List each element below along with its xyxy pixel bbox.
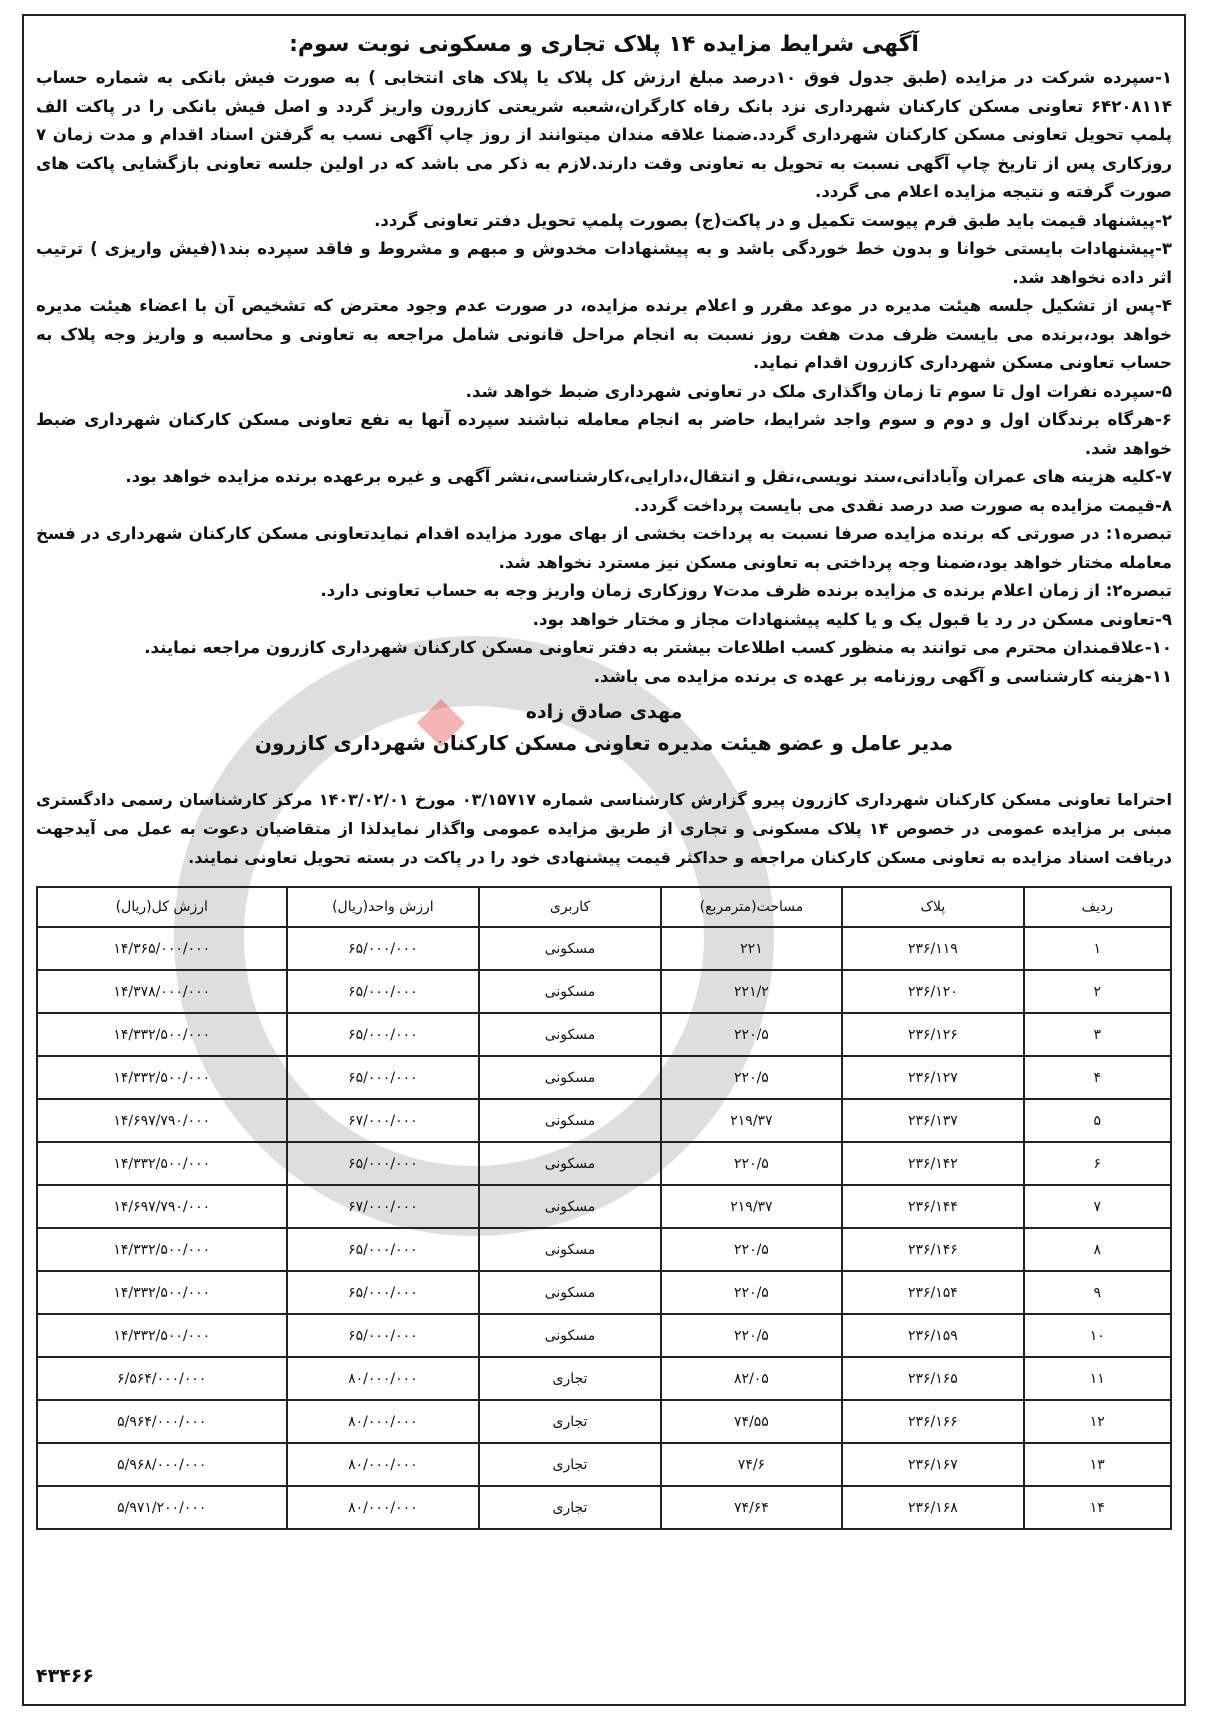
cell-row-number: ۷	[1024, 1185, 1171, 1228]
properties-table	[36, 886, 1172, 1530]
cell-plot: ۲۳۶/۱۶۵	[842, 1357, 1023, 1400]
table-row	[37, 1271, 1171, 1314]
condition-item: ۵-سپرده نفرات اول تا سوم تا زمان واگذاری ملک در تعاونی شهرداری ضبط خواهد شد.	[465, 381, 1172, 401]
cell-usage: مسکونی	[479, 1185, 660, 1228]
cell-row-number: ۲	[1024, 970, 1171, 1013]
cell-total-value: ۱۴/۳۳۲/۵۰۰/۰۰۰	[37, 1314, 287, 1357]
condition-item: ۹-تعاونی مسکن در رد یا قبول یک و یا کلیه پیشنهادات مجاز و مختار خواهد بود.	[532, 609, 1172, 629]
table-row	[37, 1357, 1171, 1400]
cell-unit-value: ۸۰/۰۰۰/۰۰۰	[287, 1357, 480, 1400]
intro-paragraph: احتراما تعاونی مسکن کارکنان شهرداری کازرون پیرو گزارش کارشناسی شماره ۰۳/۱۵۷۱۷ مورخ ۱۴۰۳/۰۲/۰۱ مرکز کارشناسان رسمی دادگستری مبنی بر مزایده عمومی در خصوص ۱۴ پلاک مسکونی و تجاری از طریق مزایده عمومی واگذار نمایدلذا از متقاضیان دعوت به عمل می آیدجهت دریافت اسناد مزایده به تعاونی مسکن کارکنان مراجعه و حداکثر قیمت پیشنهادی خود را در پاکت در بسته تحویل تعاونی نمایند.	[36, 790, 1173, 867]
cell-plot: ۲۳۶/۱۶۷	[842, 1443, 1023, 1486]
cell-area: ۷۴/۶۴	[661, 1486, 842, 1529]
cell-unit-value: ۸۰/۰۰۰/۰۰۰	[287, 1486, 480, 1529]
condition-item: ۳-پیشنهادات بایستی خوانا و بدون خط خوردگی باشد و به پیشنهادات مخدوش و مبهم و مشروط و فاقد سپرده بند۱(فیش واریزی ) ترتیب اثر داده نخواهد شد.	[36, 239, 1172, 287]
cell-usage: مسکونی	[479, 1142, 660, 1185]
cell-usage: مسکونی	[479, 970, 660, 1013]
cell-unit-value: ۶۵/۰۰۰/۰۰۰	[287, 1271, 480, 1314]
signatory-role: مدیر عامل و عضو هیئت مدیره تعاونی مسکن کارکنان شهرداری کازرون	[254, 731, 954, 755]
cell-unit-value: ۸۰/۰۰۰/۰۰۰	[287, 1400, 480, 1443]
cell-usage: تجاری	[479, 1357, 660, 1400]
cell-total-value: ۵/۹۶۴/۰۰۰/۰۰۰	[37, 1400, 287, 1443]
cell-total-value: ۱۴/۳۳۲/۵۰۰/۰۰۰	[37, 1056, 287, 1099]
cell-row-number: ۶	[1024, 1142, 1171, 1185]
cell-usage: مسکونی	[479, 1013, 660, 1056]
cell-usage: مسکونی	[479, 1271, 660, 1314]
cell-total-value: ۱۴/۳۷۸/۰۰۰/۰۰۰	[37, 970, 287, 1013]
cell-unit-value: ۶۵/۰۰۰/۰۰۰	[287, 927, 480, 970]
cell-total-value: ۱۴/۳۳۲/۵۰۰/۰۰۰	[37, 1228, 287, 1271]
cell-plot: ۲۳۶/۱۲۰	[842, 970, 1023, 1013]
cell-area: ۲۲۱/۲	[661, 970, 842, 1013]
cell-usage: مسکونی	[479, 1314, 660, 1357]
cell-area: ۲۲۰/۵	[661, 1314, 842, 1357]
cell-total-value: ۱۴/۳۳۲/۵۰۰/۰۰۰	[37, 1013, 287, 1056]
cell-usage: مسکونی	[479, 1228, 660, 1271]
cell-area: ۲۲۰/۵	[661, 1056, 842, 1099]
table-row	[37, 970, 1171, 1013]
cell-plot: ۲۳۶/۱۶۸	[842, 1486, 1023, 1529]
cell-area: ۲۱۹/۳۷	[661, 1099, 842, 1142]
cell-total-value: ۵/۹۷۱/۲۰۰/۰۰۰	[37, 1486, 287, 1529]
cell-total-value: ۱۴/۶۹۷/۷۹۰/۰۰۰	[37, 1099, 287, 1142]
table-row	[37, 1142, 1171, 1185]
signature-block	[36, 697, 1172, 759]
table-row	[37, 1314, 1171, 1357]
cell-row-number: ۱۴	[1024, 1486, 1171, 1529]
col-row-number: ردیف	[1024, 887, 1171, 927]
cell-unit-value: ۶۵/۰۰۰/۰۰۰	[287, 1013, 480, 1056]
table-row	[37, 1443, 1171, 1486]
cell-plot: ۲۳۶/۱۶۶	[842, 1400, 1023, 1443]
cell-unit-value: ۶۷/۰۰۰/۰۰۰	[287, 1099, 480, 1142]
cell-plot: ۲۳۶/۱۳۷	[842, 1099, 1023, 1142]
cell-unit-value: ۶۵/۰۰۰/۰۰۰	[287, 1228, 480, 1271]
col-area: مساحت(مترمربع)	[661, 887, 842, 927]
col-total-value: ارزش کل(ریال)	[37, 887, 287, 927]
cell-unit-value: ۶۵/۰۰۰/۰۰۰	[287, 970, 480, 1013]
conditions-list	[36, 64, 1172, 691]
col-unit-value: ارزش واحد(ریال)	[287, 887, 480, 927]
condition-item: ۱۱-هزینه کارشناسی و آگهی روزنامه بر عهده ی برنده مزایده می باشد.	[593, 666, 1172, 686]
ad-number: ۴۳۴۶۶	[36, 1665, 94, 1687]
condition-item: ۶-هرگاه برندگان اول و دوم و سوم واجد شرایط، حاضر به انجام معامله نباشند سپرده آنها به نفع تعاونی مسکن کارکنان شهرداری ضبط خواهد شد.	[36, 410, 1172, 458]
table-row	[37, 1056, 1171, 1099]
cell-usage: تجاری	[479, 1486, 660, 1529]
cell-row-number: ۳	[1024, 1013, 1171, 1056]
cell-area: ۲۲۰/۵	[661, 1142, 842, 1185]
cell-unit-value: ۶۵/۰۰۰/۰۰۰	[287, 1314, 480, 1357]
table-header-row	[37, 887, 1171, 927]
cell-plot: ۲۳۶/۱۲۷	[842, 1056, 1023, 1099]
cell-usage: مسکونی	[479, 1099, 660, 1142]
table-row	[37, 1400, 1171, 1443]
cell-plot: ۲۳۶/۱۱۹	[842, 927, 1023, 970]
cell-total-value: ۱۴/۳۳۲/۵۰۰/۰۰۰	[37, 1142, 287, 1185]
cell-area: ۸۲/۰۵	[661, 1357, 842, 1400]
cell-row-number: ۹	[1024, 1271, 1171, 1314]
cell-usage: مسکونی	[479, 1056, 660, 1099]
cell-area: ۲۲۰/۵	[661, 1013, 842, 1056]
cell-row-number: ۱۲	[1024, 1400, 1171, 1443]
cell-total-value: ۱۴/۶۹۷/۷۹۰/۰۰۰	[37, 1185, 287, 1228]
table-row	[37, 927, 1171, 970]
cell-area: ۷۴/۵۵	[661, 1400, 842, 1443]
cell-area: ۷۴/۶	[661, 1443, 842, 1486]
cell-row-number: ۵	[1024, 1099, 1171, 1142]
cell-unit-value: ۶۵/۰۰۰/۰۰۰	[287, 1142, 480, 1185]
cell-plot: ۲۳۶/۱۴۲	[842, 1142, 1023, 1185]
cell-plot: ۲۳۶/۱۵۴	[842, 1271, 1023, 1314]
col-usage: کاربری	[479, 887, 660, 927]
cell-total-value: ۵/۹۶۸/۰۰۰/۰۰۰	[37, 1443, 287, 1486]
cell-area: ۲۲۰/۵	[661, 1228, 842, 1271]
cell-total-value: ۶/۵۶۴/۰۰۰/۰۰۰	[37, 1357, 287, 1400]
table-row	[37, 1486, 1171, 1529]
cell-unit-value: ۶۵/۰۰۰/۰۰۰	[287, 1056, 480, 1099]
cell-plot: ۲۳۶/۱۴۶	[842, 1228, 1023, 1271]
table-row	[37, 1185, 1171, 1228]
condition-item: ۱۰-علاقمندان محترم می توانند به منظور کسب اطلاعات بیشتر به دفتر تعاونی مسکن کارکنان شهرداری کازرون مراجعه نمایند.	[144, 638, 1172, 657]
note-item: تبصره۱: در صورتی که برنده مزایده صرفا نسبت به پرداخت بخشی از بهای مورد مزایده اقدام نمایدتعاونی مسکن کارکنان شهرداری در فسخ معامله مختار خواهد بود،ضمنا وجه پرداختی به تعاونی مسکن نیز مسترد نخواهد شد.	[36, 524, 1172, 572]
cell-row-number: ۴	[1024, 1056, 1171, 1099]
cell-area: ۲۱۹/۳۷	[661, 1185, 842, 1228]
notice-frame	[22, 14, 1186, 1706]
condition-item: ۸-قیمت مزایده به صورت صد درصد نقدی می بایست پرداخت گردد.	[633, 495, 1172, 515]
condition-item: ۴-پس از تشکیل جلسه هیئت مدیره در موعد مقرر و اعلام برنده مزایده، در صورت عدم وجود معترض که تشخیص آن با اعضاء هیئت مدیره خواهد بود،برنده می بایست ظرف مدت هفت روز نسبت به انجام مراحل قانونی شامل مراجعه به تعاونی و محاسبه و واریز وجه پلاک به حساب تعاونی مسکن شهرداری کازرون اقدام نماید.	[36, 296, 1172, 372]
cell-row-number: ۱۰	[1024, 1314, 1171, 1357]
col-plot: پلاک	[842, 887, 1023, 927]
cell-unit-value: ۸۰/۰۰۰/۰۰۰	[287, 1443, 480, 1486]
note-item: تبصره۲: از زمان اعلام برنده ی مزایده برنده ظرف مدت۷ روزکاری زمان واریز وجه به حساب تعاونی دارد.	[320, 581, 1172, 600]
condition-item: ۷-کلیه هزینه های عمران وآبادانی،سند نویسی،نقل و انتقال،دارایی،کارشناسی،نشر آگهی و غیره برعهده برنده مزایده خواهد بود.	[125, 467, 1172, 486]
signatory-name: مهدی صادق زاده	[525, 701, 683, 723]
cell-row-number: ۱	[1024, 927, 1171, 970]
condition-item: ۲-پیشنهاد قیمت باید طبق فرم پیوست تکمیل و در پاکت(ج) بصورت پلمپ تحویل دفتر تعاونی گردد.	[374, 210, 1172, 230]
cell-usage: تجاری	[479, 1443, 660, 1486]
cell-plot: ۲۳۶/۱۵۹	[842, 1314, 1023, 1357]
cell-row-number: ۱۳	[1024, 1443, 1171, 1486]
cell-area: ۲۲۱	[661, 927, 842, 970]
table-row	[37, 1228, 1171, 1271]
table-row	[37, 1013, 1171, 1056]
cell-usage: تجاری	[479, 1400, 660, 1443]
cell-row-number: ۱۱	[1024, 1357, 1171, 1400]
cell-total-value: ۱۴/۳۶۵/۰۰۰/۰۰۰	[37, 927, 287, 970]
cell-plot: ۲۳۶/۱۲۶	[842, 1013, 1023, 1056]
notice-title: آگهی شرایط مزایده ۱۴ پلاک تجاری و مسکونی نوبت سوم:	[289, 32, 919, 57]
cell-unit-value: ۶۷/۰۰۰/۰۰۰	[287, 1185, 480, 1228]
cell-usage: مسکونی	[479, 927, 660, 970]
cell-area: ۲۲۰/۵	[661, 1271, 842, 1314]
cell-row-number: ۸	[1024, 1228, 1171, 1271]
cell-total-value: ۱۴/۳۳۲/۵۰۰/۰۰۰	[37, 1271, 287, 1314]
cell-plot: ۲۳۶/۱۴۴	[842, 1185, 1023, 1228]
table-row	[37, 1099, 1171, 1142]
condition-item: ۱-سپرده شرکت در مزایده (طبق جدول فوق ۱۰درصد مبلغ ارزش کل پلاک یا پلاک های انتخابی ) به صورت فیش بانکی به شماره حساب ۶۴۲۰۸۱۱۴ تعاونی مسکن کارکنان شهرداری نزد بانک رفاه کارگران،شعبه شریعتی کازرون واریز گردد و اصل فیش بانکی را در پاکت الف پلمپ تحویل تعاونی مسکن کارکنان شهرداری گردد.ضمنا علاقه مندان میتوانند از روز چاپ آگهی نسب به گرفتن اسناد اقدام و مدت زمان ۷ روزکاری پس از تاریخ چاپ آگهی نسبت به تحویل به تعاونی وقت دارند.لازم به ذکر می باشد که در اولین جلسه تعاونی بازگشایی پاکت های صورت گرفته و نتیجه مزایده اعلام می گردد.	[36, 68, 1172, 201]
